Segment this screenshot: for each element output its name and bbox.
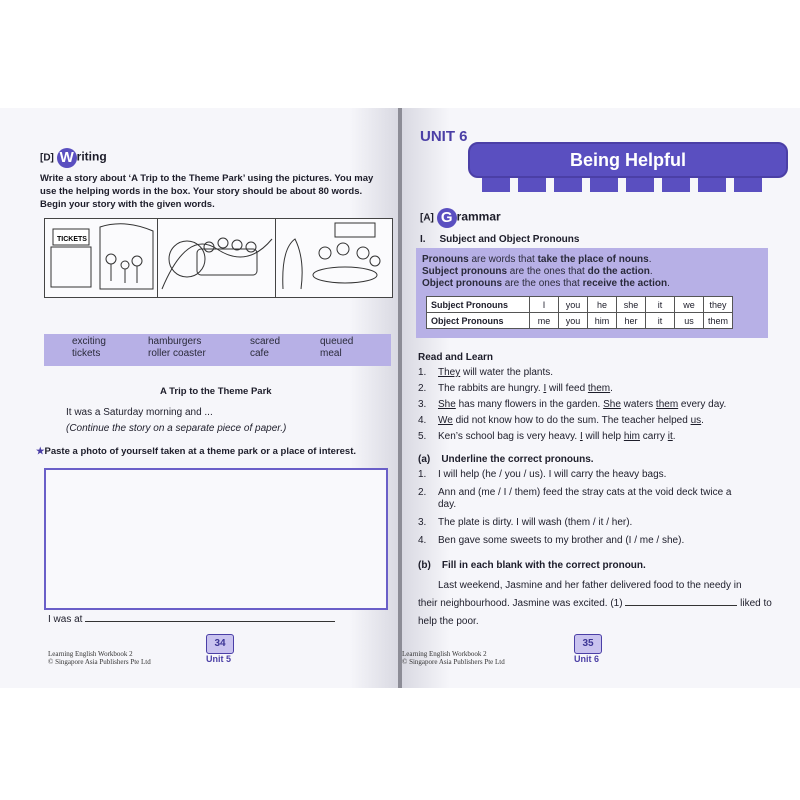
section-title-rest: riting xyxy=(76,149,107,164)
roller-coaster-illustration xyxy=(157,219,275,297)
banner-tab xyxy=(698,178,726,192)
title-banner xyxy=(468,142,788,178)
instruction-line: Begin your story with the given words. xyxy=(40,199,215,210)
helping-word: queued xyxy=(320,336,354,347)
pronoun-underlined: She xyxy=(603,399,621,410)
banner-tab xyxy=(482,178,510,192)
photo-paste-box[interactable] xyxy=(44,468,388,610)
example-sentence xyxy=(438,367,553,378)
question-number: 1. xyxy=(418,469,427,480)
example-sentence xyxy=(438,399,726,410)
exercise-b-heading: (b) Fill in each blank with the correct pronoun. xyxy=(418,560,646,571)
definition-line xyxy=(422,278,670,289)
sentence-text: has many flowers in the garden. xyxy=(455,399,604,410)
picture-sequence xyxy=(44,218,393,298)
example-sentence xyxy=(438,431,676,442)
subheading: I. Subject and Object Pronouns xyxy=(420,234,580,245)
unit-title: UNIT 6 xyxy=(420,128,468,145)
section-letter-badge: G xyxy=(437,208,457,228)
question-number: 3. xyxy=(418,517,427,528)
def-text: . xyxy=(649,266,653,277)
pronoun-underlined: I xyxy=(543,383,547,394)
writing-section-heading xyxy=(40,148,107,168)
question-text[interactable]: I will help (he / you / us). I will carry the heavy bags. xyxy=(438,469,667,480)
cafe-illustration xyxy=(275,219,392,297)
passage-line: Last weekend, Jasmine and her father delivered food to the needy in xyxy=(438,580,742,591)
page-title: Being Helpful xyxy=(570,150,686,170)
helping-words-box xyxy=(44,334,391,366)
right-page xyxy=(402,108,800,688)
def-text: . xyxy=(667,278,670,289)
table-cell: it xyxy=(646,297,675,313)
footer-line: Learning English Workbook 2 xyxy=(402,650,487,658)
question-text[interactable]: Ann and (me / I / them) feed the stray cats at the void deck twice a xyxy=(438,487,732,498)
table-cell: they xyxy=(704,297,733,313)
table-cell: you xyxy=(559,313,588,329)
def-key: do the action xyxy=(587,266,650,277)
story-note: (Continue the story on a separate piece of paper.) xyxy=(66,423,287,434)
left-page xyxy=(0,108,398,688)
section-letter-badge: W xyxy=(57,148,77,168)
passage-line xyxy=(418,598,772,609)
table-header: Subject Pronouns xyxy=(427,297,530,313)
sentence-text: . xyxy=(701,415,704,426)
section-label: [A] xyxy=(420,212,434,224)
def-text: are words that xyxy=(468,254,538,265)
definition-line xyxy=(422,266,653,277)
banner-tab xyxy=(518,178,546,192)
pronoun-underlined: it xyxy=(667,431,673,442)
banner-tab xyxy=(626,178,654,192)
grammar-section-heading xyxy=(420,208,501,228)
passage-text: their neighbourhood. Jasmine was excited. (1) xyxy=(418,598,623,609)
def-key: take the place of nouns xyxy=(537,254,649,265)
ticket-booth-illustration xyxy=(45,219,157,297)
pronoun-underlined: us xyxy=(690,415,702,426)
left-footer xyxy=(48,650,151,666)
example-number: 3. xyxy=(418,399,427,410)
passage-line: help the poor. xyxy=(418,616,479,627)
table-cell: she xyxy=(617,297,646,313)
sentence-text: Ken’s school bag is very heavy. xyxy=(438,431,580,442)
table-cell: it xyxy=(646,313,675,329)
example-number: 5. xyxy=(418,431,427,442)
sentence-text: every day. xyxy=(678,399,727,410)
unit-label-right: Unit 6 xyxy=(574,654,600,664)
footer-line: © Singapore Asia Publishers Pte Ltd xyxy=(48,658,151,666)
example-number: 2. xyxy=(418,383,427,394)
star-icon: ★ xyxy=(36,446,45,457)
pronoun-underlined: We xyxy=(438,415,453,426)
pronoun-underlined: them xyxy=(587,383,611,394)
helping-word: exciting xyxy=(72,336,106,347)
helping-word: tickets xyxy=(72,348,101,359)
question-number: 4. xyxy=(418,535,427,546)
instruction-line: Write a story about ‘A Trip to the Theme Park’ using the pictures. You may xyxy=(40,173,374,184)
def-term: Pronouns xyxy=(422,254,469,265)
exercise-a-heading: (a) Underline the correct pronouns. xyxy=(418,454,594,465)
passage-text: liked to xyxy=(740,598,772,609)
footer-line: Learning English Workbook 2 xyxy=(48,650,133,658)
table-cell: we xyxy=(675,297,704,313)
sentence-text: waters xyxy=(620,399,656,410)
photo-prompt-text: Paste a photo of yourself taken at a theme park or a place of interest. xyxy=(44,446,357,457)
workbook-spread xyxy=(0,108,800,688)
table-cell: you xyxy=(559,297,588,313)
blank-1-input[interactable] xyxy=(625,605,737,606)
question-number: 2. xyxy=(418,487,427,498)
section-title-rest: rammar xyxy=(456,209,501,224)
instruction-line: use the helping words in the box. Your story should be about 80 words. xyxy=(40,186,363,197)
banner-tab xyxy=(554,178,582,192)
def-term: Object pronouns xyxy=(422,278,502,289)
table-row xyxy=(427,297,733,313)
helping-word: meal xyxy=(320,348,342,359)
footer-line: © Singapore Asia Publishers Pte Ltd xyxy=(402,658,505,666)
sentence-text: will water the plants. xyxy=(460,367,554,378)
def-term: Subject pronouns xyxy=(422,266,507,277)
example-sentence xyxy=(438,383,613,394)
section-label: [D] xyxy=(40,152,54,164)
picture-cafe xyxy=(275,219,392,297)
definition-line xyxy=(422,254,652,265)
example-number: 4. xyxy=(418,415,427,426)
helping-word: cafe xyxy=(250,348,269,359)
picture-ticket-booth xyxy=(45,219,158,297)
picture-roller-coaster xyxy=(157,219,276,297)
example-sentence xyxy=(438,415,704,426)
sentence-text: will feed xyxy=(546,383,588,394)
pronoun-underlined: They xyxy=(438,367,461,378)
table-cell: I xyxy=(530,297,559,313)
def-text: . xyxy=(648,254,652,265)
caption-prefix: I was at xyxy=(48,614,83,625)
page-number-left: 34 xyxy=(206,634,234,654)
caption-line xyxy=(48,614,335,625)
writing-instructions xyxy=(40,172,373,211)
sentence-text: carry xyxy=(639,431,668,442)
sentence-text: did not know how to do the sum. The teacher helped xyxy=(452,415,691,426)
table-cell: them xyxy=(704,313,733,329)
right-footer xyxy=(402,650,505,666)
photo-prompt xyxy=(36,446,356,457)
def-text: are the ones that xyxy=(502,278,583,289)
pronoun-underlined: him xyxy=(623,431,640,442)
helping-word: scared xyxy=(250,336,281,347)
table-cell: us xyxy=(675,313,704,329)
helping-word: hamburgers xyxy=(148,336,202,347)
table-row xyxy=(427,313,733,329)
story-title: A Trip to the Theme Park xyxy=(160,386,272,397)
def-key: receive the action xyxy=(582,278,668,289)
tickets-sign: TICKETS xyxy=(57,236,87,243)
sentence-text: The rabbits are hungry. xyxy=(438,383,544,394)
helping-word: roller coaster xyxy=(148,348,206,359)
table-cell: he xyxy=(588,297,617,313)
sentence-text: will help xyxy=(582,431,624,442)
banner-tab xyxy=(734,178,762,192)
story-start: It was a Saturday morning and ... xyxy=(66,407,213,418)
pronoun-underlined: I xyxy=(579,431,583,442)
table-cell: me xyxy=(530,313,559,329)
pronoun-underlined: She xyxy=(438,399,456,410)
table-cell: him xyxy=(588,313,617,329)
caption-blank[interactable] xyxy=(85,621,335,622)
banner-tab xyxy=(662,178,690,192)
table-header: Object Pronouns xyxy=(427,313,530,329)
pronoun-table xyxy=(426,296,733,329)
pronoun-underlined: them xyxy=(655,399,679,410)
table-cell: her xyxy=(617,313,646,329)
unit-label-left: Unit 5 xyxy=(206,654,232,664)
page-number-right: 35 xyxy=(574,634,602,654)
read-learn-heading: Read and Learn xyxy=(418,352,494,363)
question-text[interactable]: Ben gave some sweets to my brother and (I / me / she). xyxy=(438,535,685,546)
question-text[interactable]: The plate is dirty. I will wash (them / it / her). xyxy=(438,517,633,528)
banner-tab xyxy=(590,178,618,192)
sentence-text: . xyxy=(672,431,676,442)
example-number: 1. xyxy=(418,367,427,378)
question-text-cont[interactable]: day. xyxy=(438,499,457,510)
def-text: are the ones that xyxy=(507,266,588,277)
sentence-text: . xyxy=(610,383,613,394)
